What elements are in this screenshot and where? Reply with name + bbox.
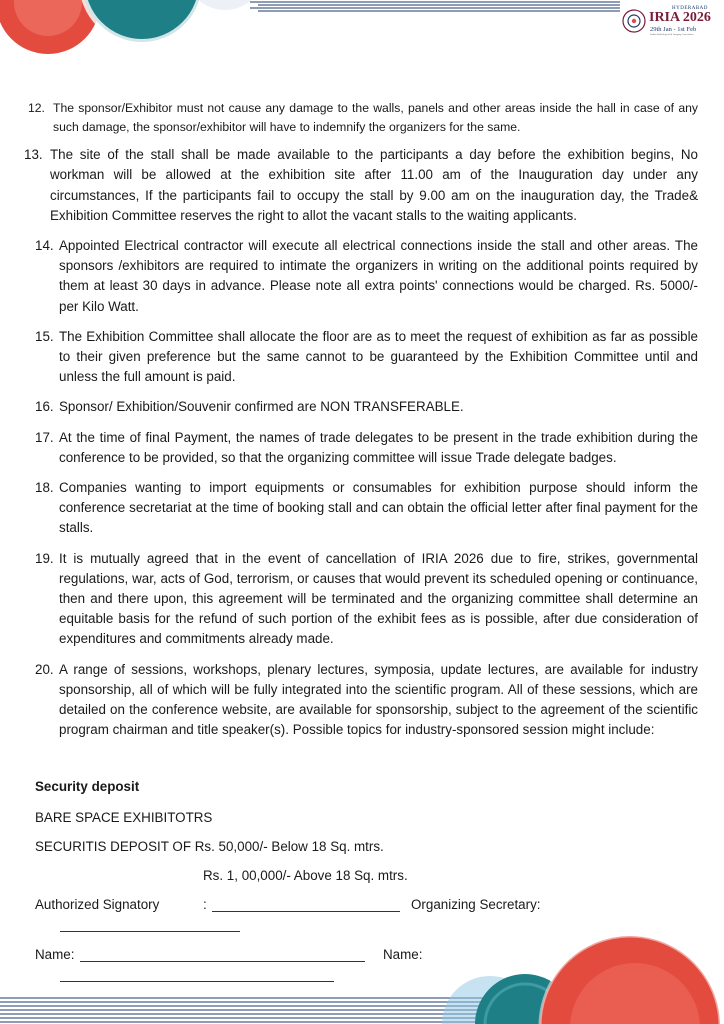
term-text: It is mutually agreed that in the event of cancellation of IRIA 2026 due to fire, strikes, governmental regulations, war, acts of God, terrorism, or causes that would prevent its scheduled opening or continuance, then and there upon, this agreement will be terminated and the organizing committee shall determine an equitable basis for the refund of such portion of the exhibit fees as is possible, after due consideration of expenditures and commitments already made. [59,550,698,647]
terms-list [24,99,698,740]
bottom-stripes [0,994,500,1024]
security-deposit-line1: SECURITIS DEPOSIT OF Rs. 50,000/- Below 18 Sq. mtrs. [35,839,384,854]
term-text: A range of sessions, workshops, plenary lectures, symposia, update lectures, are available for industry sponsorship, all of which will be fully integrated into the scientific program. All of these sessions, which are detailed on the conference website, are available for sponsorship, subject to the agreement of the scientific program chairman and title speaker(s). Possible topics for industry-sponsored session might include: [59,661,698,738]
name-left-line-2[interactable] [60,981,334,982]
name-left-line[interactable] [80,961,365,962]
term-item [28,99,698,136]
authorized-signatory-line[interactable] [212,911,400,912]
term-number: 20. [35,661,54,677]
term-item [35,327,698,388]
authorized-signatory-line-2[interactable] [60,931,240,932]
logo-prefix: HYDERABAD [672,6,708,11]
name-right-label: Name: [383,947,423,962]
term-item [35,660,698,741]
term-item [35,236,698,317]
term-text: Companies wanting to import equipments or consumables for exhibition purpose should inform the conference secretariat at the time of booking stall and can obtain the official letter after final payment for the stalls. [59,480,698,536]
logo-dates: 29th Jan - 1st Feb [650,26,697,33]
term-item [35,478,698,539]
bottom-right-decoration [430,920,724,1024]
name-left-label: Name: [35,947,75,962]
term-number: 15. [35,328,54,344]
iria-logo [622,6,722,36]
logo-name: IRIA 2026 [649,10,711,25]
term-text: At the time of final Payment, the names of trade delegates to be present in the trade exhibition during the conference to be provided, so that the organizing committee will issue Trade delegate badges. [59,429,698,465]
term-number: 13. [24,147,43,163]
organizing-secretary-label: Organizing Secretary: [411,897,541,912]
term-number: 17. [35,429,54,445]
term-item [24,145,698,226]
term-item [35,428,698,468]
authorized-signatory-label: Authorized Signatory [35,897,160,912]
term-number: 19. [35,550,54,566]
top-left-decoration [0,0,280,60]
term-text: The site of the stall shall be made available to the participants a day before the exhibition begins, No workman will be allowed at the exhibition site after 11.00 am of the Inauguration day under any circumstances, If the participants fail to occupy the stall by 9.00 am on the inauguration day, the Trade& Exhibition Committee reserves the right to allot the vacant stalls to the waiting applicants. [50,147,698,223]
term-text: The Exhibition Committee shall allocate the floor are as to meet the request of exhibition as far as possible to their given preference but the same cannot to be guaranteed by the Exhibition Committee until and unless the full amount is paid. [59,328,698,385]
security-heading: Security deposit [35,779,140,794]
term-number: 16. [35,399,54,415]
authorized-signatory-colon: : [203,897,207,912]
term-text: The sponsor/Exhibitor must not cause any damage to the walls, panels and other areas inside the hall in case of any such damage, the sponsor/exhibitor will have to indemnify the organizers for the same. [53,101,698,134]
term-number: 14. [35,238,54,253]
logo-emblem-icon [622,9,646,33]
logo-tagline: Indian Radiological & Imaging Association [650,33,694,36]
security-deposit-line2: Rs. 1, 00,000/- Above 18 Sq. mtrs. [203,868,408,883]
security-category: BARE SPACE EXHIBITOTRS [35,810,213,825]
term-number: 18. [35,480,54,496]
term-text: Sponsor/ Exhibition/Souvenir confirmed are NON TRANSFERABLE. [59,399,464,415]
term-text: Appointed Electrical contractor will execute all electrical connections inside the stall and other areas. The sponsors /exhibitors are required to intimate the organizers in writing on the additional points required by them at least 30 days in advance. Please note all extra points' connections would be charged. Rs. 5000/- per Kilo Watt. [59,238,698,314]
term-item [35,397,698,417]
term-number: 12. [28,101,45,115]
term-item [35,549,698,650]
top-stripes [250,0,620,14]
